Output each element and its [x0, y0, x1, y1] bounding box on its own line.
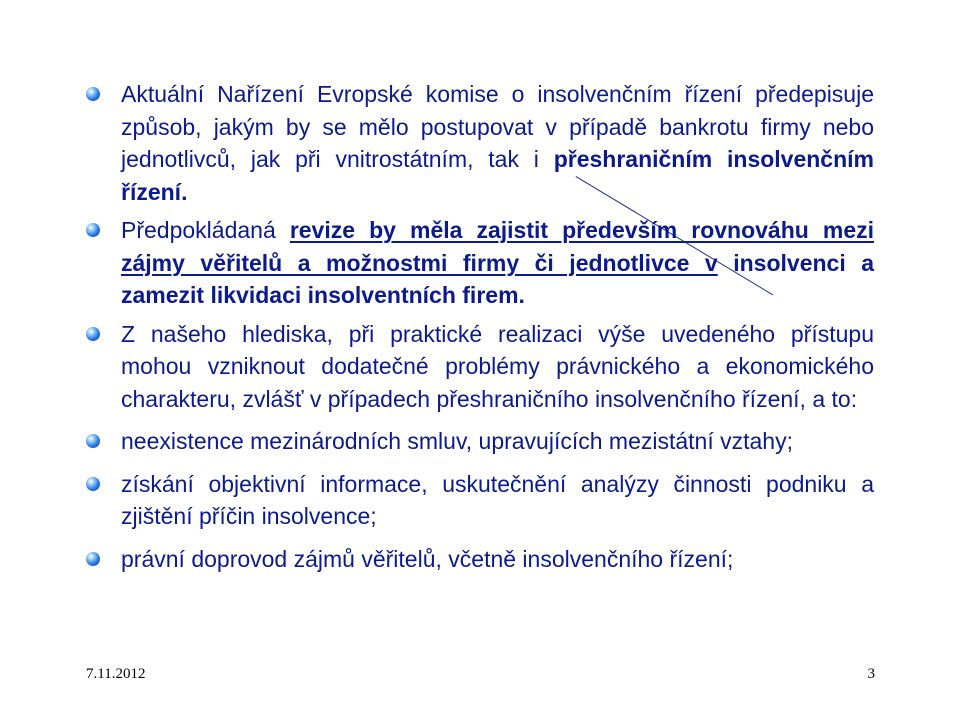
- bullet-text: [121, 214, 874, 312]
- bullet-6-text: právní doprovod zájmů věřitelů, včetně insolvenčního řízení;: [121, 545, 734, 572]
- bullet-dot-icon: [86, 477, 100, 491]
- bullet-dot-icon: [86, 552, 100, 566]
- bullet-dot-icon: [86, 223, 100, 237]
- bullet-item-4: [82, 425, 874, 458]
- bullet-2-suffix: insolvenci a zamezit likvidaci insolventních firem.: [121, 249, 874, 308]
- bullet-item-3: [82, 318, 874, 416]
- bullet-item-6: [82, 543, 874, 576]
- bullet-1-emphasis: přeshraničním insolvenčním řízení.: [121, 146, 874, 205]
- bullet-4-text: neexistence mezinárodních smluv, upravujících mezistátní vztahy;: [121, 428, 793, 454]
- bullet-item-1: [82, 78, 874, 208]
- bullet-1-text: Aktuální Nařízení Evropské komise o insolvenčním řízení předepisuje způsob, jakým by se mělo postupovat v případě bankrotu firmy nebo jednotlivců, jak při vnitrostátním, tak i: [121, 81, 874, 172]
- bullet-text: [121, 78, 874, 208]
- bullet-5-text: získání objektivní informace, uskutečnění analýzy činnosti podniku a zjištění příčin insolvence;: [121, 470, 874, 529]
- bullet-dot-icon: [86, 434, 100, 448]
- bullet-2-prefix: Předpokládaná: [121, 217, 290, 243]
- footer-date: 7.11.2012: [86, 666, 146, 682]
- page-number: 3: [867, 666, 875, 682]
- bullet-item-2: [82, 214, 874, 312]
- bullet-dot-icon: [86, 327, 100, 341]
- bullet-3-text: Z našeho hlediska, při praktické realizaci výše uvedeného přístupu mohou vzniknout dodatečné problémy právnického a ekonomického charakteru, zvlášť v případech přeshraničního insolvenčního řízení, a to:: [121, 320, 874, 412]
- bullet-2-emphasis: revize by měla zajistit především rovnováhu mezi zájmy věřitelů a možnostmi firmy či jednotlivce v: [121, 217, 875, 276]
- bullet-item-5: [82, 468, 874, 533]
- bullet-list: [82, 78, 874, 575]
- bullet-dot-icon: [86, 87, 100, 101]
